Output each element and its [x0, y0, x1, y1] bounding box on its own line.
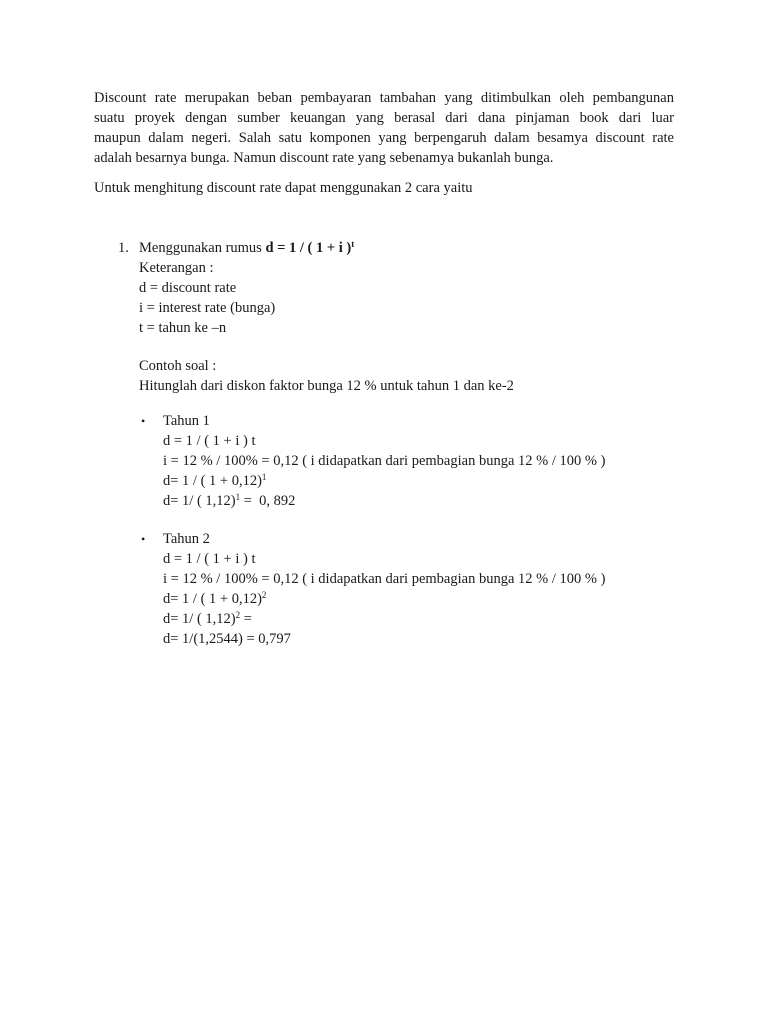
list-number: 1. — [118, 240, 129, 256]
intro-line: adalah besarnya bunga. Namun discount rate yang sebenamya bukanlah bunga. — [94, 150, 554, 166]
intro-paragraph — [94, 88, 674, 168]
calc-base: d= 1 / ( 1 + 0,12) — [163, 591, 262, 607]
calc-line — [163, 589, 683, 609]
year-1-body — [163, 411, 683, 511]
year-1-solution — [141, 411, 681, 511]
calc-line: i = 12 % / 100% = 0,12 ( i didapatkan dari pembagian bunga 12 % / 100 % ) — [163, 571, 606, 587]
calc-result: = — [240, 611, 252, 627]
calc-exponent: 1 — [235, 492, 241, 502]
year-2-solution — [141, 529, 681, 649]
calc-exponent: 1 — [261, 472, 267, 482]
calc-result: = 0, 892 — [240, 493, 296, 509]
intro-line: maupun dalam negeri. Salah satu komponen yang berpengaruh dalam besamya discount rate — [94, 130, 674, 146]
calc-base: d= 1 / ( 1 + 0,12) — [163, 473, 262, 489]
calc-line: d = 1 / ( 1 + i ) t — [163, 551, 256, 567]
calc-line: d = 1 / ( 1 + i ) t — [163, 433, 256, 449]
method-intro-paragraph: Untuk menghitung discount rate dapat menggunakan 2 cara yaitu — [94, 180, 473, 196]
formula-base: d = 1 / ( 1 + i ) — [265, 240, 352, 256]
intro-line: Discount rate merupakan beban pembayaran tambahan yang ditimbulkan oleh pembangunan — [94, 90, 674, 106]
calc-base: d= 1/ ( 1,12) — [163, 493, 236, 509]
method-heading — [139, 238, 679, 258]
formula-exponent: t — [351, 239, 355, 249]
calc-line — [163, 609, 683, 629]
calc-base: d= 1/ ( 1,12) — [163, 611, 236, 627]
calc-line — [163, 491, 683, 511]
intro-line: suatu proyek dengan sumber keuangan yang berasal dari dana pinjaman book dari luar — [94, 110, 674, 126]
legend-item: t = tahun ke –n — [139, 320, 227, 336]
example-title: Contoh soal : — [139, 358, 217, 374]
calc-line: i = 12 % / 100% = 0,12 ( i didapatkan dari pembagian bunga 12 % / 100 % ) — [163, 453, 606, 469]
method-1-body — [139, 238, 679, 396]
calc-exponent: 2 — [235, 610, 241, 620]
formula — [265, 240, 354, 256]
legend-item: i = interest rate (bunga) — [139, 300, 276, 316]
calc-line — [163, 471, 683, 491]
legend-item: d = discount rate — [139, 280, 237, 296]
year-title: Tahun 1 — [163, 413, 210, 429]
bullet-icon: • — [141, 414, 146, 428]
method-heading-prefix: Menggunakan rumus — [139, 240, 266, 256]
year-2-body — [163, 529, 683, 649]
year-title: Tahun 2 — [163, 531, 210, 547]
calc-line: d= 1/(1,2544) = 0,797 — [163, 631, 291, 647]
legend-title: Keterangan : — [139, 260, 214, 276]
example-question: Hitunglah dari diskon faktor bunga 12 % untuk tahun 1 dan ke-2 — [139, 378, 514, 394]
bullet-icon: • — [141, 532, 146, 546]
calc-exponent: 2 — [261, 590, 267, 600]
